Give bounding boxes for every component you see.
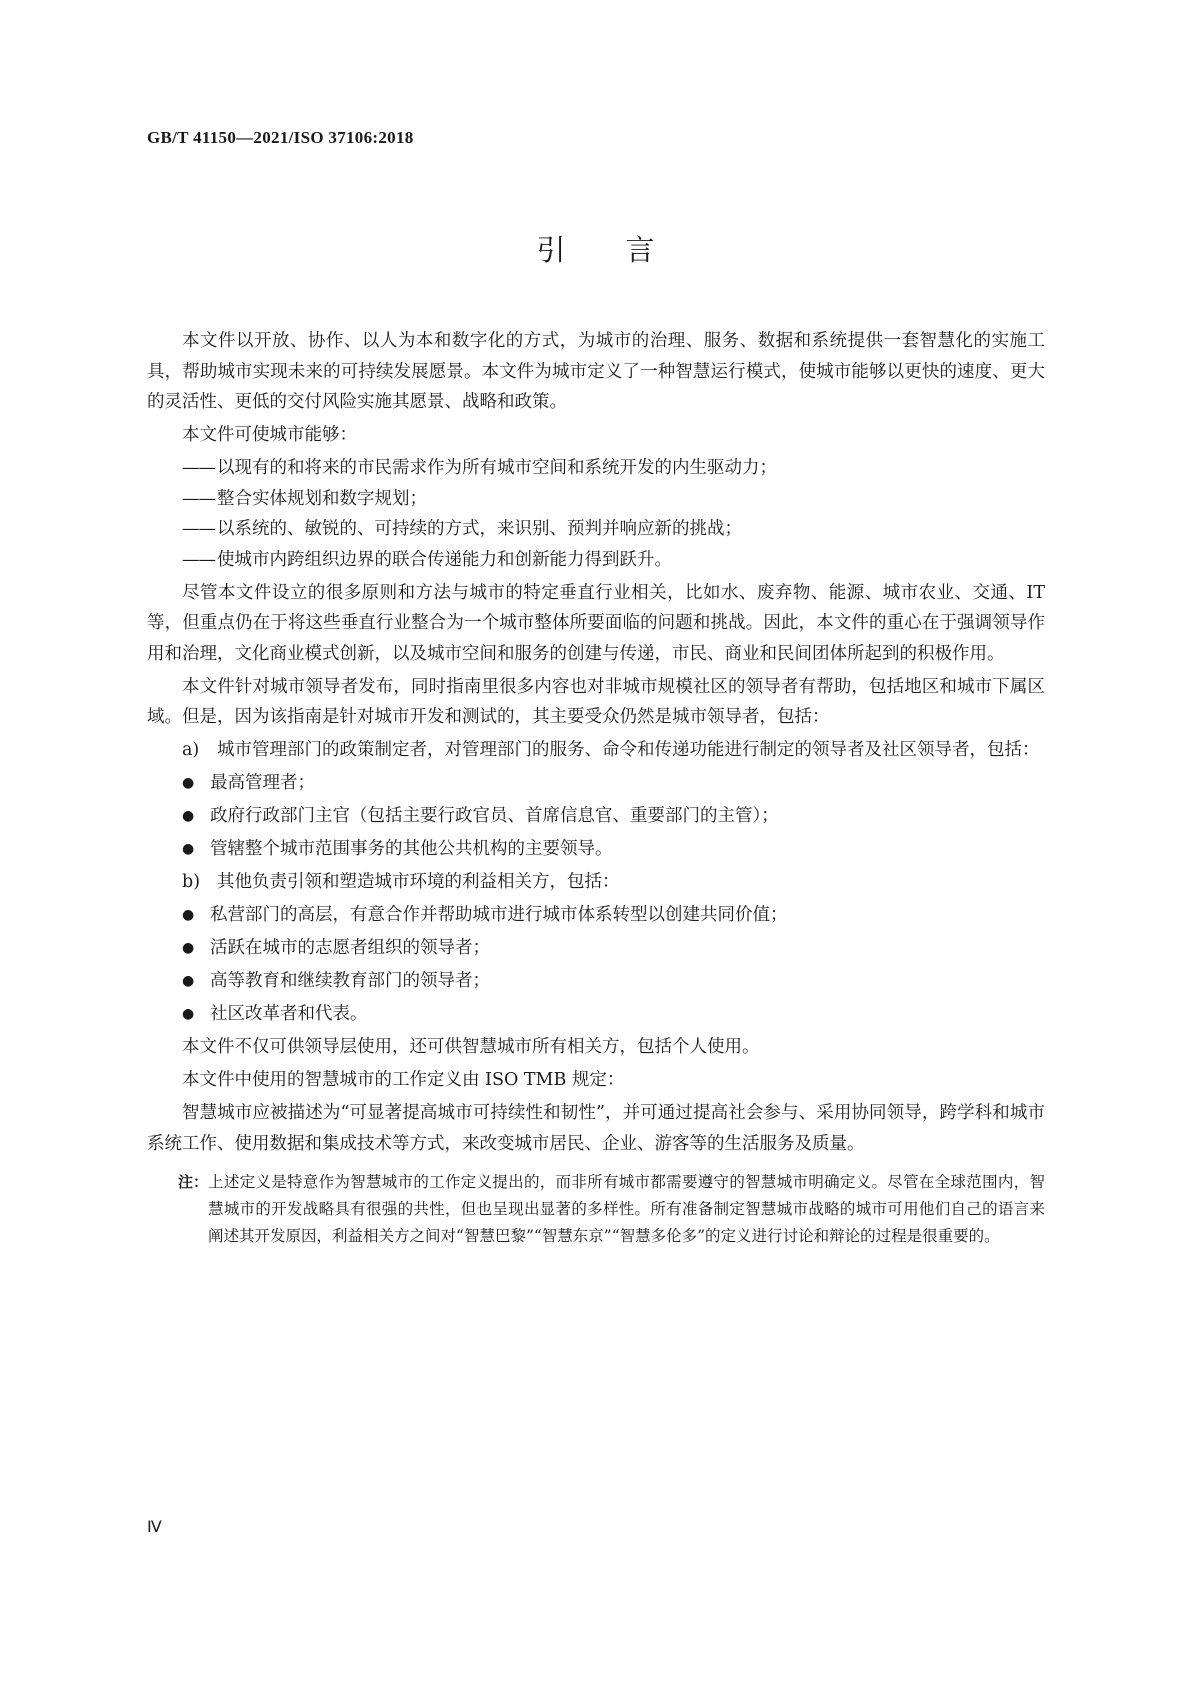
bullet-text: 管辖整个城市范围事务的其他公共机构的主要领导。 — [210, 839, 613, 859]
paragraph-audience: 本文件针对城市领导者发布，同时指南里很多内容也对非城市规模社区的领导者有帮助，包括地区和城市下属区域。但是，因为该指南是针对城市开发和测试的，其主要受众仍然是城市领导者，包括： — [147, 676, 1045, 727]
paragraph-intro: 本文件以开放、协作、以人为本和数字化的方式，为城市的治理、服务、数据和系统提供一套智慧化的实施工具，帮助城市实现未来的可持续发展愿景。本文件为城市定义了一种智慧运行模式，使城市能够以更快的速度、更大的灵活性、更低的交付风险实施其愿景、战略和政策。 — [147, 331, 1045, 412]
bullet-icon: ● — [182, 1006, 195, 1022]
dash-item-text: 整合实体规划和数字规划； — [217, 488, 427, 509]
note-label: 注： — [178, 1173, 209, 1191]
dash-list-item — [147, 453, 1045, 484]
note-text: 上述定义是特意作为智慧城市的工作定义提出的，而非所有城市都需要遵守的智慧城市明确定义。尽管在全球范围内，智慧城市的开发战略具有很强的共性，但也呈现出显著的多样性。所有准备制定智慧城市战略的城市可用他们自己的语言来阐述其开发原因，利益相关方之间对“智慧巴黎”“智慧东京”“智慧多伦多”的定义进行讨论和辩论的过程是很重要的。 — [208, 1173, 1045, 1245]
bullet-text: 私营部门的高层，有意合作并帮助城市进行城市体系转型以创建共同价值； — [210, 905, 788, 925]
dash-list-item — [147, 514, 1045, 545]
bullet-item — [147, 900, 1045, 931]
dash-item-text: 以系统的、敏锐的、可持续的方式，来识别、预判并响应新的挑战； — [217, 519, 742, 539]
dash-marker: —— — [182, 458, 215, 478]
list-text-a: 城市管理部门的政策制定者，对管理部门的服务、命令和传递功能进行制定的领导者及社区领导者，包括： — [217, 740, 1040, 760]
standard-code: GB/T 41150—2021/ISO 37106:2018 — [147, 128, 414, 147]
bullet-icon: ● — [182, 940, 195, 956]
paragraph-vertical-sectors: 尽管本文件设立的很多原则和方法与城市的特定垂直行业相关，比如水、废弃物、能源、城市农业、交通、IT 等，但重点仍在于将这些垂直行业整合为一个城市整体所要面临的问题和挑战。因此，本文件的重心在于强调领导作用和治理，文化商业模式创新，以及城市空间和服务的创建与传递，市民、商业和民间团体所起到的积极作用。 — [147, 582, 1045, 664]
bullet-item — [147, 966, 1045, 997]
dash-list-item — [147, 545, 1045, 576]
dash-list-item — [147, 484, 1045, 515]
bullet-text: 最高管理者； — [210, 773, 315, 793]
page-title: 引言 — [536, 233, 715, 267]
note — [147, 1169, 1045, 1250]
document-body — [147, 326, 1045, 1250]
bullet-item — [147, 999, 1045, 1030]
list-item-b — [147, 867, 1045, 898]
list-item-a — [147, 735, 1045, 766]
paragraph-definition: 智慧城市应被描述为“可显著提高城市可持续性和韧性”，并可通过提高社会参与、采用协同领导，跨学科和城市系统工作、使用数据和集成技术等方式，来改变城市居民、企业、游客等的生活服务及质量。 — [147, 1103, 1045, 1154]
bullet-text: 政府行政部门主官（包括主要行政官员、首席信息官、重要部门的主管）； — [210, 806, 779, 826]
dash-item-text: 以现有的和将来的市民需求作为所有城市空间和系统开发的内生驱动力； — [217, 458, 777, 478]
paragraph-usage: 本文件不仅可供领导层使用，还可供智慧城市所有相关方，包括个人使用。 — [182, 1037, 760, 1057]
bullet-item — [147, 768, 1045, 799]
bullet-item — [147, 933, 1045, 964]
paragraph-definition-source: 本文件中使用的智慧城市的工作定义由 ISO TMB 规定： — [182, 1070, 625, 1090]
paragraph-enables: 本文件可使城市能够： — [182, 425, 357, 445]
page-number: Ⅳ — [147, 1519, 162, 1536]
dash-marker: —— — [182, 549, 215, 570]
bullet-icon: ● — [182, 973, 195, 989]
dash-marker: —— — [182, 488, 215, 509]
bullet-text: 社区改革者和代表。 — [210, 1004, 368, 1024]
list-text-b: 其他负责引领和塑造城市环境的利益相关方，包括： — [217, 872, 620, 892]
bullet-text: 活跃在城市的志愿者组织的领导者； — [210, 938, 490, 958]
bullet-item — [147, 834, 1045, 865]
bullet-icon: ● — [182, 907, 195, 923]
list-label-a: a) — [182, 740, 200, 760]
bullet-icon: ● — [182, 775, 195, 791]
dash-item-text: 使城市内跨组织边界的联合传递能力和创新能力得到跃升。 — [217, 549, 672, 570]
bullet-text: 高等教育和继续教育部门的领导者； — [210, 971, 490, 991]
list-label-b: b) — [182, 872, 201, 892]
bullet-icon: ● — [182, 808, 195, 824]
bullet-icon: ● — [182, 841, 195, 857]
bullet-item — [147, 801, 1045, 832]
dash-marker: —— — [182, 519, 215, 539]
